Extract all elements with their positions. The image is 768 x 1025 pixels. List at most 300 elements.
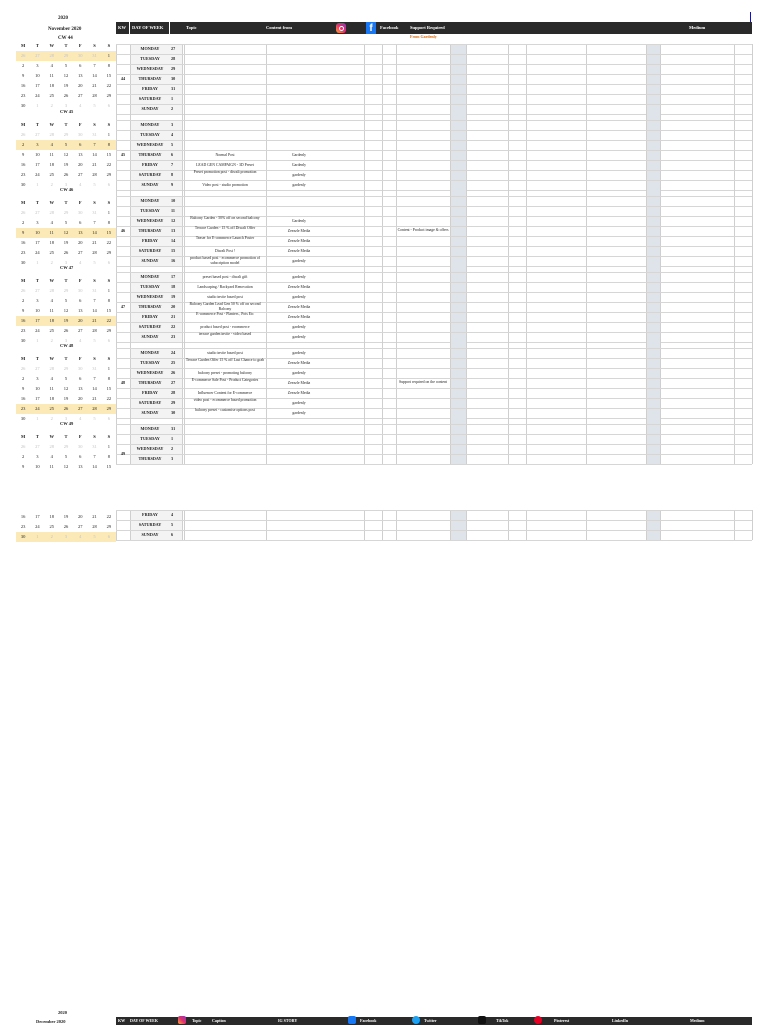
topic-cell[interactable]: E-commerce Post - Planters , Pots Etc bbox=[196, 312, 254, 316]
day-name[interactable]: TUESDAY bbox=[140, 208, 160, 213]
calendar-day: 21 bbox=[92, 396, 97, 401]
day-number[interactable]: 29 bbox=[171, 66, 176, 71]
day-name[interactable]: SATURDAY bbox=[138, 324, 162, 329]
day-number[interactable]: 17 bbox=[171, 274, 176, 279]
day-number[interactable]: 31 bbox=[171, 86, 176, 91]
calendar-day: 24 bbox=[35, 524, 40, 529]
topic-cell[interactable]: preset based post - diwali gift bbox=[202, 275, 248, 279]
day-number[interactable]: 5 bbox=[171, 522, 174, 527]
day-name[interactable]: MONDAY bbox=[140, 122, 160, 127]
content-from-cell[interactable]: Zeezzle Media bbox=[287, 249, 311, 253]
calendar-day: 14 bbox=[92, 308, 97, 313]
calendar-day: 12 bbox=[63, 230, 69, 235]
calendar-weekday: W bbox=[49, 356, 54, 361]
topic-cell[interactable]: product based post - ecommerce promotion of subscription model bbox=[189, 256, 260, 265]
shaded-column bbox=[450, 510, 466, 540]
calendar-day: 14 bbox=[92, 386, 97, 391]
topic-cell[interactable] bbox=[184, 44, 266, 54]
calendar-day: 5 bbox=[64, 376, 68, 381]
content-from-cell[interactable]: Zeezzle Media bbox=[287, 361, 311, 365]
day-name[interactable]: SUNDAY bbox=[141, 334, 159, 339]
content-from-cell[interactable] bbox=[266, 74, 332, 84]
calendar-day: 31 bbox=[92, 288, 97, 293]
content-from-cell[interactable]: Zeezzle Media bbox=[287, 305, 311, 309]
calendar-day: 3 bbox=[36, 142, 39, 147]
calendar-week-row bbox=[16, 296, 116, 306]
topic-cell[interactable] bbox=[184, 54, 266, 64]
content-from-cell[interactable] bbox=[266, 54, 332, 64]
day-name[interactable]: SUNDAY bbox=[141, 410, 159, 415]
day-number[interactable]: 10 bbox=[171, 198, 176, 203]
content-from-cell[interactable] bbox=[266, 196, 332, 206]
day-number[interactable]: 7 bbox=[171, 162, 174, 167]
calendar-day: 14 bbox=[92, 152, 97, 157]
day-number[interactable]: 6 bbox=[171, 532, 174, 537]
topic-cell[interactable]: Influencer Content for E-commerce bbox=[197, 391, 253, 395]
day-name[interactable]: WEDNESDAY bbox=[136, 446, 164, 451]
day-name[interactable]: SATURDAY bbox=[138, 172, 162, 177]
column-divider bbox=[116, 510, 117, 540]
content-from-cell[interactable]: gardenly bbox=[292, 371, 306, 375]
calendar-day: 29 bbox=[63, 210, 69, 215]
calendar-day: 23 bbox=[20, 406, 26, 411]
topic-cell[interactable]: Teaser for E-commerce Launch Poster bbox=[195, 236, 255, 240]
day-number[interactable]: 6 bbox=[171, 152, 174, 157]
day-number[interactable]: 20 bbox=[171, 304, 176, 309]
column-divider bbox=[752, 44, 753, 114]
content-from-cell[interactable]: gardenly bbox=[292, 401, 306, 405]
day-name[interactable]: FRIDAY bbox=[142, 238, 158, 243]
content-from-cell[interactable]: Gardenly bbox=[291, 163, 307, 167]
content-from-cell[interactable] bbox=[266, 130, 332, 140]
support-required-note[interactable]: Content - Product image & offers bbox=[397, 228, 449, 232]
topic-cell[interactable]: Terrace Garden Offer 15 % off Last Chance to grab bbox=[185, 358, 265, 362]
calendar-day: 1 bbox=[107, 366, 110, 371]
calendar-day: 26 bbox=[20, 444, 26, 449]
topic-cell[interactable]: Diwali Post ! bbox=[214, 249, 236, 253]
calendar-day: 21 bbox=[92, 240, 97, 245]
calendar-day: 6 bbox=[79, 454, 82, 459]
day-number[interactable]: 14 bbox=[171, 238, 176, 243]
calendar-day: 18 bbox=[49, 396, 54, 401]
calendar-day: 22 bbox=[106, 396, 112, 401]
day-number[interactable]: 30 bbox=[171, 410, 176, 415]
calendar-day: 29 bbox=[106, 172, 112, 177]
calendar-day: 18 bbox=[49, 240, 54, 245]
content-from-cell[interactable] bbox=[266, 454, 332, 464]
day-number[interactable]: 12 bbox=[171, 218, 176, 223]
content-from-cell[interactable]: Gardenly bbox=[291, 153, 307, 157]
topic-cell[interactable]: Preset promotion post - diwali promotion bbox=[193, 170, 257, 174]
day-number[interactable]: 28 bbox=[171, 56, 176, 61]
calendar-weekday: T bbox=[64, 356, 68, 361]
calendar-day: 2 bbox=[22, 142, 25, 147]
calendar-day: 6 bbox=[79, 376, 82, 381]
column-divider bbox=[450, 510, 451, 540]
calendar-day: 5 bbox=[93, 103, 96, 108]
calendar-week-row bbox=[16, 286, 116, 296]
day-name[interactable]: TUESDAY bbox=[140, 132, 160, 137]
day-name[interactable]: WEDNESDAY bbox=[136, 218, 164, 223]
topic-cell[interactable] bbox=[184, 140, 266, 150]
day-name[interactable]: SUNDAY bbox=[141, 106, 159, 111]
day-number[interactable]: 27 bbox=[171, 380, 176, 385]
day-number[interactable]: 24 bbox=[171, 350, 176, 355]
calendar-day: 21 bbox=[92, 83, 97, 88]
calendar-day: 26 bbox=[20, 288, 26, 293]
day-name[interactable]: MONDAY bbox=[140, 46, 160, 51]
calendar-day: 26 bbox=[20, 53, 26, 58]
content-from-cell[interactable] bbox=[266, 84, 332, 94]
row-divider bbox=[116, 464, 752, 465]
day-number[interactable]: 2 bbox=[171, 106, 174, 111]
column-divider bbox=[182, 510, 183, 540]
topic-cell[interactable] bbox=[184, 424, 266, 434]
calendar-day: 3 bbox=[64, 103, 68, 108]
calendar-day: 7 bbox=[93, 454, 96, 459]
kw-number: 44 bbox=[120, 76, 126, 81]
day-name[interactable]: SATURDAY bbox=[138, 248, 162, 253]
calendar-weekday: F bbox=[78, 122, 82, 127]
calendar-weekday: W bbox=[49, 200, 54, 205]
facebook-icon: f bbox=[366, 22, 376, 34]
calendar-day: 23 bbox=[20, 172, 26, 177]
calendar-day: 30 bbox=[20, 534, 26, 539]
content-from-cell[interactable]: gardenly bbox=[292, 295, 306, 299]
day-name[interactable]: SATURDAY bbox=[138, 96, 162, 101]
calendar-week-label: CW 49 bbox=[60, 421, 74, 426]
calendar-day: 4 bbox=[50, 142, 53, 147]
day-name[interactable]: MONDAY bbox=[140, 426, 160, 431]
calendar-week-row bbox=[16, 51, 116, 61]
day-name[interactable]: FRIDAY bbox=[142, 314, 158, 319]
day-name[interactable]: FRIDAY bbox=[142, 86, 158, 91]
calendar-day: 9 bbox=[22, 464, 25, 469]
calendar-day: 5 bbox=[64, 142, 68, 147]
calendar-day: 23 bbox=[20, 328, 26, 333]
content-from-cell[interactable] bbox=[266, 44, 332, 54]
calendar-week-row bbox=[16, 316, 116, 326]
day-name[interactable]: SATURDAY bbox=[138, 522, 162, 527]
content-from-cell[interactable]: gardenly bbox=[292, 173, 306, 177]
calendar-day: 1 bbox=[107, 444, 110, 449]
calendar-day: 4 bbox=[79, 534, 82, 539]
day-name[interactable]: WEDNESDAY bbox=[136, 66, 164, 71]
instagram-icon bbox=[336, 23, 346, 33]
topic-cell[interactable] bbox=[184, 120, 266, 130]
content-from-cell[interactable] bbox=[266, 64, 332, 74]
calendar-day: 28 bbox=[92, 172, 97, 177]
topic-cell[interactable]: Video post - studio promotion bbox=[202, 183, 248, 187]
content-from-cell[interactable]: Gardenly bbox=[291, 219, 307, 223]
topic-cell[interactable] bbox=[184, 130, 266, 140]
day-name[interactable]: MONDAY bbox=[140, 274, 160, 279]
calendar-day: 20 bbox=[78, 318, 83, 323]
day-name[interactable]: THURSDAY bbox=[138, 304, 162, 309]
content-from-cell[interactable] bbox=[266, 94, 332, 104]
calendar-day: 30 bbox=[78, 132, 83, 137]
topic-cell[interactable]: Normal Post bbox=[215, 153, 235, 157]
topic-cell[interactable] bbox=[184, 84, 266, 94]
day-name[interactable]: SUNDAY bbox=[141, 258, 159, 263]
topic-cell[interactable]: balcony preset - customise options post bbox=[195, 408, 255, 412]
calendar-weekday-row bbox=[16, 41, 116, 51]
calendar-day: 2 bbox=[22, 298, 25, 303]
calendar-day: 8 bbox=[107, 63, 110, 68]
calendar-day: 11 bbox=[49, 73, 54, 78]
topic-cell[interactable]: Balcony Garden Lead Gen 50 % off on second Balcony bbox=[189, 302, 261, 311]
calendar-weekday: S bbox=[93, 122, 96, 127]
calendar-day: 25 bbox=[49, 93, 54, 98]
topic-cell[interactable]: video post - ecommerce based promotion bbox=[193, 398, 257, 402]
day-name[interactable]: THURSDAY bbox=[138, 456, 162, 461]
footer-linkedin: LinkedIn bbox=[612, 1018, 629, 1023]
content-from-cell[interactable]: gardenly bbox=[292, 411, 306, 415]
calendar-day: 4 bbox=[79, 182, 82, 187]
day-name[interactable]: TUESDAY bbox=[140, 284, 160, 289]
calendar-day: 29 bbox=[63, 132, 69, 137]
calendar-day: 8 bbox=[107, 454, 110, 459]
content-from-cell[interactable]: Zeezzle Media bbox=[287, 315, 311, 319]
day-number[interactable]: 27 bbox=[171, 46, 176, 51]
content-from-cell[interactable]: Zeezzle Media bbox=[287, 229, 311, 233]
calendar-weekday: S bbox=[93, 434, 96, 439]
calendar-day: 23 bbox=[20, 524, 26, 529]
content-from-cell[interactable]: Zeezzle Media bbox=[287, 285, 311, 289]
topic-cell[interactable] bbox=[184, 206, 266, 216]
calendar-day: 20 bbox=[78, 162, 83, 167]
topic-cell[interactable] bbox=[184, 196, 266, 206]
topic-cell[interactable] bbox=[184, 444, 266, 454]
calendar-day: 30 bbox=[20, 103, 26, 108]
instagram-icon bbox=[178, 1016, 186, 1024]
content-from-cell[interactable]: gardenly bbox=[292, 351, 306, 355]
topic-cell[interactable]: Terrace Garden - 15 % off Diwali Offer bbox=[194, 226, 256, 230]
calendar-day: 30 bbox=[78, 366, 83, 371]
calendar-weekday: F bbox=[78, 278, 82, 283]
calendar-day: 6 bbox=[79, 220, 82, 225]
day-number[interactable]: 29 bbox=[171, 400, 176, 405]
content-from-cell[interactable] bbox=[266, 434, 332, 444]
calendar-day: 25 bbox=[49, 172, 54, 177]
calendar-day: 23 bbox=[20, 93, 26, 98]
calendar-day: 26 bbox=[20, 366, 26, 371]
content-from-cell[interactable]: Zeezzle Media bbox=[287, 391, 311, 395]
column-divider bbox=[752, 424, 753, 464]
content-from-cell[interactable] bbox=[266, 206, 332, 216]
day-number[interactable]: 2 bbox=[171, 446, 174, 451]
calendar-day: 16 bbox=[20, 514, 26, 519]
column-divider bbox=[508, 510, 509, 540]
footer-facebook: Facebook bbox=[360, 1018, 377, 1023]
day-number[interactable]: 25 bbox=[171, 360, 176, 365]
day-number[interactable]: 31 bbox=[171, 426, 176, 431]
topic-cell[interactable] bbox=[184, 454, 266, 464]
calendar-day: 25 bbox=[49, 524, 54, 529]
day-name[interactable]: WEDNESDAY bbox=[136, 370, 164, 375]
calendar-weekday: M bbox=[21, 356, 26, 361]
topic-cell[interactable] bbox=[184, 434, 266, 444]
day-name[interactable]: THURSDAY bbox=[138, 228, 162, 233]
content-from-cell[interactable] bbox=[266, 444, 332, 454]
day-number[interactable]: 13 bbox=[171, 228, 176, 233]
topic-cell[interactable] bbox=[184, 94, 266, 104]
calendar-weekday: T bbox=[64, 200, 68, 205]
calendar-day: 30 bbox=[20, 182, 26, 187]
day-number[interactable]: 11 bbox=[171, 208, 175, 213]
calendar-weekday: M bbox=[21, 278, 26, 283]
day-number[interactable]: 30 bbox=[171, 76, 176, 81]
calendar-day: 26 bbox=[63, 328, 69, 333]
day-number[interactable]: 1 bbox=[171, 96, 174, 101]
content-from-cell[interactable]: gardenly bbox=[292, 275, 306, 279]
calendar-weekday: T bbox=[64, 43, 68, 48]
calendar-weekday: F bbox=[78, 434, 82, 439]
content-from-cell[interactable]: gardenly bbox=[292, 325, 306, 329]
calendar-day: 15 bbox=[106, 464, 112, 469]
calendar-day: 16 bbox=[20, 396, 26, 401]
day-name[interactable]: TUESDAY bbox=[140, 360, 160, 365]
calendar-day: 17 bbox=[35, 240, 40, 245]
day-name[interactable]: MONDAY bbox=[140, 198, 160, 203]
column-divider bbox=[586, 510, 587, 540]
day-number[interactable]: 23 bbox=[171, 334, 176, 339]
calendar-day: 15 bbox=[106, 73, 112, 78]
calendar-day: 7 bbox=[93, 220, 96, 225]
calendar-week-row bbox=[16, 452, 116, 462]
calendar-day: 2 bbox=[22, 454, 25, 459]
day-number[interactable]: 4 bbox=[171, 512, 174, 517]
topic-cell[interactable]: product based post - ecommerce bbox=[200, 325, 250, 329]
calendar-week-row bbox=[16, 81, 116, 91]
day-number[interactable]: 5 bbox=[171, 142, 174, 147]
day-name[interactable]: SATURDAY bbox=[138, 400, 162, 405]
topic-cell[interactable] bbox=[184, 64, 266, 74]
content-from-cell[interactable]: Zeezzle Media bbox=[287, 239, 311, 243]
footer-topic: Topic bbox=[192, 1018, 202, 1023]
calendar-day: 15 bbox=[106, 230, 112, 235]
content-from-cell[interactable] bbox=[266, 120, 332, 130]
calendar-day: 17 bbox=[35, 83, 40, 88]
calendar-day: 5 bbox=[64, 298, 68, 303]
content-from-cell[interactable]: gardenly bbox=[292, 259, 306, 263]
day-number[interactable]: 18 bbox=[171, 284, 176, 289]
day-number[interactable]: 15 bbox=[171, 248, 176, 253]
day-name[interactable]: TUESDAY bbox=[140, 436, 160, 441]
calendar-day: 30 bbox=[20, 260, 26, 265]
calendar-day: 20 bbox=[78, 83, 83, 88]
day-name[interactable]: FRIDAY bbox=[142, 390, 158, 395]
topic-cell[interactable]: balcony preset - promoting balcony bbox=[198, 371, 252, 375]
day-number[interactable]: 3 bbox=[171, 456, 174, 461]
day-number[interactable]: 21 bbox=[171, 314, 176, 319]
calendar-day: 27 bbox=[78, 328, 83, 333]
topic-cell[interactable]: Balcony Garden - 50% off on second balcony bbox=[190, 216, 260, 220]
header-day-of-week: DAY OF WEEK bbox=[132, 25, 164, 30]
day-name[interactable]: WEDNESDAY bbox=[136, 294, 164, 299]
day-number[interactable]: 9 bbox=[171, 182, 174, 187]
calendar-day: 26 bbox=[20, 210, 26, 215]
day-number[interactable]: 16 bbox=[171, 258, 176, 263]
calendar-day: 11 bbox=[49, 152, 54, 157]
calendar-week-row bbox=[16, 91, 116, 101]
calendar-day: 2 bbox=[22, 376, 25, 381]
day-name[interactable]: MONDAY bbox=[140, 350, 160, 355]
day-name[interactable]: SUNDAY bbox=[141, 182, 159, 187]
day-name[interactable]: TUESDAY bbox=[140, 56, 160, 61]
calendar-weekday: T bbox=[35, 278, 39, 283]
footer-caption: Caption bbox=[212, 1018, 226, 1023]
content-from-cell[interactable]: Zeezzle Media bbox=[287, 381, 311, 385]
day-number[interactable]: 8 bbox=[171, 172, 174, 177]
topic-cell[interactable] bbox=[184, 74, 266, 84]
content-from-cell[interactable] bbox=[266, 104, 332, 114]
calendar-day: 22 bbox=[106, 83, 112, 88]
topic-cell[interactable]: terrace garden invite - video based bbox=[198, 332, 252, 336]
day-number[interactable]: 19 bbox=[171, 294, 176, 299]
calendar-day: 30 bbox=[78, 444, 83, 449]
day-name[interactable]: THURSDAY bbox=[138, 152, 162, 157]
content-from-cell[interactable] bbox=[266, 140, 332, 150]
calendar-day: 5 bbox=[93, 416, 96, 421]
content-from-cell[interactable] bbox=[266, 424, 332, 434]
calendar-weekday: T bbox=[64, 122, 68, 127]
page-edge-marker bbox=[750, 12, 751, 22]
calendar-day: 17 bbox=[35, 162, 40, 167]
day-name[interactable]: THURSDAY bbox=[138, 380, 162, 385]
day-number[interactable]: 22 bbox=[171, 324, 176, 329]
calendar-day: 4 bbox=[50, 298, 53, 303]
calendar-day: 28 bbox=[49, 210, 54, 215]
topic-cell[interactable] bbox=[184, 104, 266, 114]
topic-cell[interactable]: LEAD GEN CAMPAIGN - 3D Preset bbox=[196, 163, 254, 167]
calendar-day: 24 bbox=[35, 328, 40, 333]
calendar-day: 30 bbox=[78, 288, 83, 293]
topic-cell[interactable]: studio invite based post bbox=[207, 295, 243, 299]
calendar-day: 5 bbox=[64, 220, 68, 225]
calendar-weekday: F bbox=[78, 200, 82, 205]
calendar-week-label: CW 44 bbox=[58, 36, 73, 41]
calendar-day: 16 bbox=[20, 83, 26, 88]
calendar-day: 3 bbox=[36, 220, 39, 225]
calendar-day: 11 bbox=[49, 464, 54, 469]
topic-cell[interactable]: Landscaping / Backyard Renovation bbox=[197, 285, 253, 289]
day-name[interactable]: SUNDAY bbox=[141, 532, 159, 537]
day-name[interactable]: FRIDAY bbox=[142, 512, 158, 517]
calendar-day: 4 bbox=[50, 454, 53, 459]
day-name[interactable]: THURSDAY bbox=[138, 76, 162, 81]
content-from-cell[interactable]: gardenly bbox=[292, 335, 306, 339]
day-number[interactable]: 1 bbox=[171, 436, 174, 441]
calendar-day: 25 bbox=[49, 250, 54, 255]
support-required-note[interactable]: Support required on the content bbox=[398, 380, 448, 384]
day-number[interactable]: 4 bbox=[171, 132, 174, 137]
day-number[interactable]: 26 bbox=[171, 370, 176, 375]
calendar-day: 3 bbox=[64, 260, 68, 265]
calendar-weekday: F bbox=[78, 43, 82, 48]
topic-cell[interactable]: E-commerce Sale Post - Product Categories bbox=[191, 378, 259, 382]
day-name[interactable]: FRIDAY bbox=[142, 162, 158, 167]
day-number[interactable]: 3 bbox=[171, 122, 174, 127]
calendar-day: 20 bbox=[78, 514, 83, 519]
day-number[interactable]: 28 bbox=[171, 390, 176, 395]
calendar-day: 5 bbox=[93, 338, 96, 343]
calendar-day: 4 bbox=[79, 260, 82, 265]
topic-cell[interactable]: studio invite based post bbox=[207, 351, 243, 355]
day-name[interactable]: WEDNESDAY bbox=[136, 142, 164, 147]
content-from-cell[interactable]: gardenly bbox=[292, 183, 306, 187]
calendar-day: 6 bbox=[107, 260, 110, 265]
